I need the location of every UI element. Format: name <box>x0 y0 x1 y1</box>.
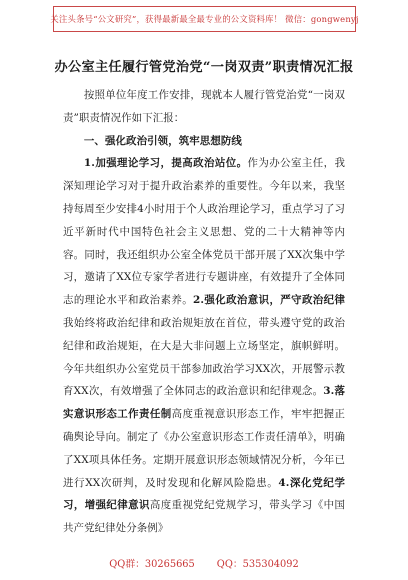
subheading-1: 1.加强理论学习，提高政治站位。 <box>83 157 248 170</box>
intro-paragraph: 按照单位年度工作安排，现就本人履行管党治党“一岗双责”职责情况作如下汇报： <box>63 89 345 124</box>
document-title: 办公室主任履行管党治党“一岗双责”职责情况汇报 <box>54 60 354 75</box>
subheading-2: 2.强化政治意识，严守政治纪律 <box>193 294 345 307</box>
body-paragraph <box>63 152 345 540</box>
subtext-4: 高度重视党纪党规学习，带头学习《中国共产党纪律处分条例》 <box>63 499 345 535</box>
qq-text: QQ：535304092 <box>216 559 299 570</box>
contact-footer <box>0 556 408 570</box>
document-body <box>63 84 345 540</box>
subheading-4: 4.深化党纪学习，增强纪律意识 <box>63 476 345 512</box>
promo-banner-text: 关注头条号“公文研究”，获得最新最全最专业的公文资料库！ 微信：gongwenyj <box>50 14 359 24</box>
subtext-3: 高度重视意识形态工作，牢牢把握正确舆论导向。制定了《办公室意识形态工作责任清单》，明确了XX项具体任务。定期开展意识形态领域情况分析，今年已进行XX次研判，及时发现和化解风险隐患。 <box>63 408 346 489</box>
subtext-1: 作为办公室主任，我深知理论学习对于提升政治素养的重要性。今年以来，我坚持每周至少安排4小时用于个人政治理论学习，重点学习了习近平新时代中国特色社会主义思想、党的二十大精神等内容。同时，我还组织办公室全体党员干部开展了XX次集中学习，邀请了XX位专家学者进行专题讲座，有效提升了全体同志的理论水平和政治素养。 <box>63 157 345 307</box>
promo-banner <box>50 6 359 32</box>
subheading-3: 3.落实意识形态工作责任制 <box>63 385 345 421</box>
subtext-2: 我始终将政治纪律和政治规矩放在首位，带头遵守党的政治纪律和政治规矩，在大是大非问题上立场坚定，旗帜鲜明。今年共组织办公室党员干部参加政治学习XX次，开展警示教育XX次，有效增强了全体同志的政治意识和纪律观念。 <box>63 316 345 398</box>
section-heading: 一、强化政治引领，筑牢思想防线 <box>83 134 242 147</box>
qq-group-text: QQ群：30265665 <box>109 559 195 570</box>
